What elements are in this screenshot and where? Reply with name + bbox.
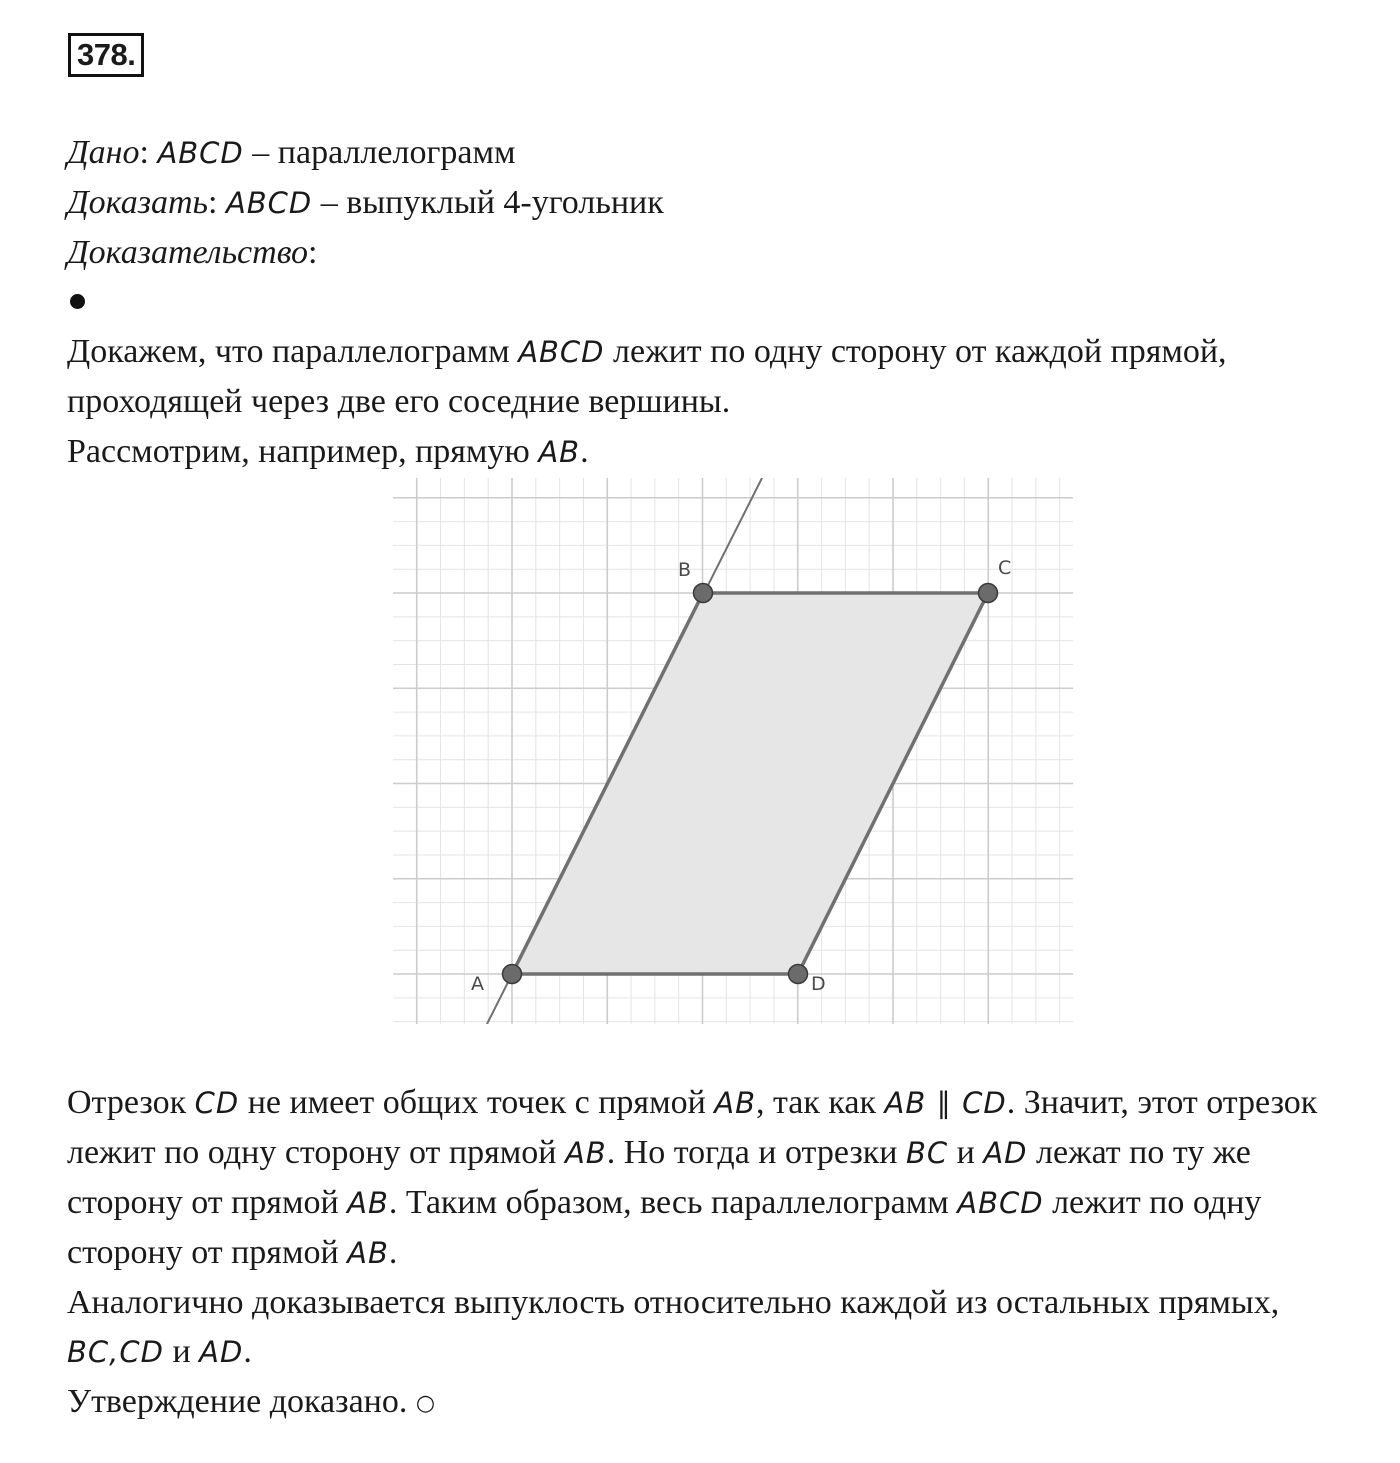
prove-line: Доказать: ABCD – выпуклый 4-угольник	[67, 184, 664, 221]
label-c: C	[998, 557, 1012, 579]
proof-line: Доказательство:	[67, 234, 318, 271]
paragraph-line: BC,CD и AD.	[67, 1333, 252, 1370]
conclusion-line: Утверждение доказано. ○	[67, 1383, 436, 1420]
bullet-dot	[70, 294, 85, 309]
label-d: D	[811, 973, 826, 995]
paragraph-line: Рассмотрим, например, прямую AB.	[67, 433, 589, 470]
math-abcd: ABCD	[157, 136, 244, 170]
point-d	[789, 965, 808, 984]
given-label: Дано	[67, 134, 140, 171]
point-a	[503, 965, 522, 984]
paragraph-line: сторону от прямой AB. Таким образом, весь параллелограмм ABCD лежит по одну	[67, 1184, 1262, 1221]
proof-label: Доказательство	[67, 234, 309, 271]
end-of-proof-mark: ○	[415, 1391, 436, 1416]
parallelogram-figure	[393, 478, 1073, 1024]
paragraph-line: сторону от прямой AB.	[67, 1234, 398, 1271]
label-b: B	[678, 559, 692, 581]
point-b	[694, 584, 713, 603]
prove-label: Доказать	[67, 184, 208, 221]
math-abcd: ABCD	[225, 186, 313, 220]
point-c	[979, 584, 998, 603]
problem-number: 378.	[68, 33, 144, 77]
label-a: A	[471, 973, 484, 995]
paragraph-line: Аналогично доказывается выпуклость относительно каждой из остальных прямых,	[67, 1284, 1280, 1321]
given-line: Дано: ABCD – параллелограмм	[67, 134, 516, 171]
paragraph-line: Докажем, что параллелограмм ABCD лежит по одну сторону от каждой прямой,	[67, 333, 1227, 370]
paragraph-line: проходящей через две его соседние вершины.	[67, 383, 731, 420]
paragraph-line: лежит по одну сторону от прямой AB. Но тогда и отрезки BC и AD лежат по ту же	[67, 1134, 1251, 1171]
paragraph-line: Отрезок CD не имеет общих точек с прямой AB, так как AB ∥ CD. Значит, этот отрезок	[67, 1084, 1318, 1121]
